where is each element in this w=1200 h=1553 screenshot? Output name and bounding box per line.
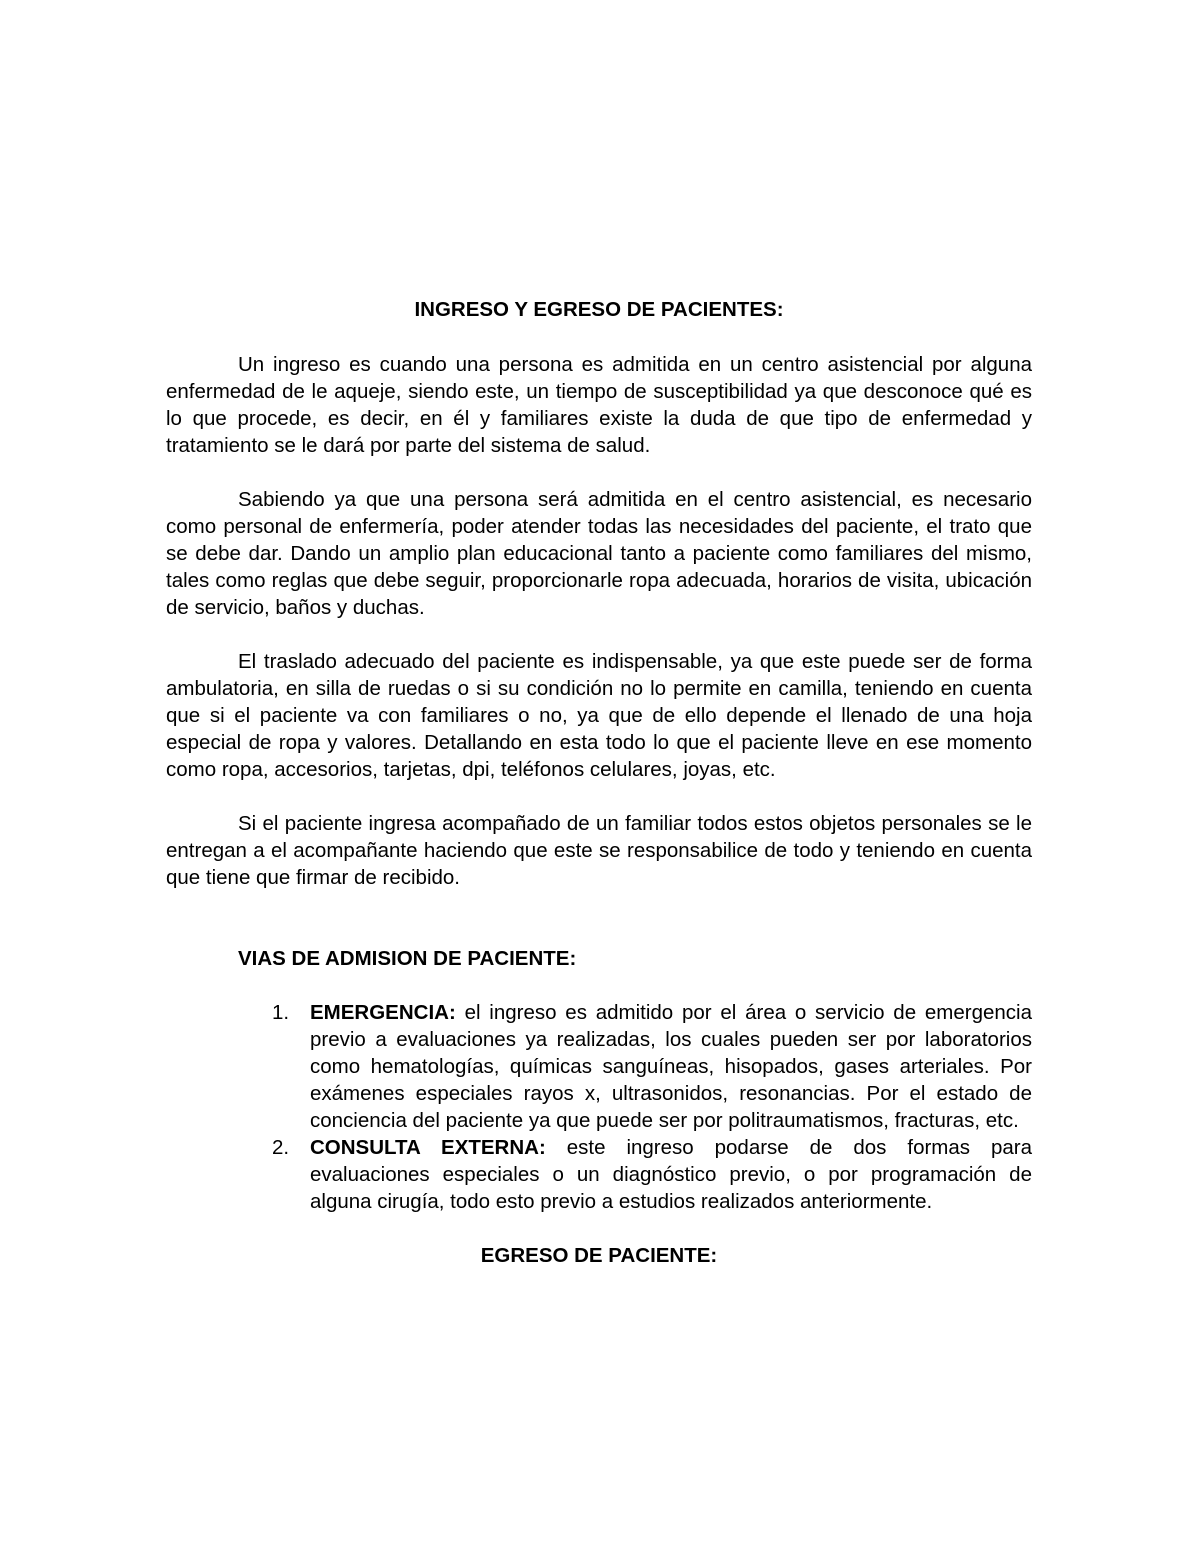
admission-list [166,999,1032,1215]
paragraph-patient-transfer: El traslado adecuado del paciente es indispensable, ya que este puede ser de forma ambulatoria, en silla de ruedas o si su condición no lo permite en camilla, teniendo en cuenta que si el paciente va con familiares o no, ya que de ello depende el llenado de una hoja especial de ropa y valores. Detallando en esta todo lo que el paciente lleve en ese momento como ropa, accesorios, tarjetas, dpi, teléfonos celulares, joyas, etc. [166,650,1032,781]
paragraph-nursing-needs: Sabiendo ya que una persona será admitida en el centro asistencial, es necesario como personal de enfermería, poder atender todas las necesidades del paciente, el trato que se debe dar. Dando un amplio plan educacional tanto a paciente como familiares del mismo, tales como reglas que debe seguir, proporcionarle ropa adecuada, horarios de visita, ubicación de servicio, baños y duchas. [166,488,1032,619]
list-item-text: este ingreso podarse de dos formas para evaluaciones especiales o un diagnóstico previo, o por programación de alguna cirugía, todo esto previo a estudios realizados anteriormente. [310,1136,1032,1213]
list-item-heading: EMERGENCIA: [310,1001,456,1024]
document-page [166,296,1032,1269]
egress-section-title: EGRESO DE PACIENTE: [480,1244,718,1267]
list-item-emergencia [272,999,1032,1134]
admission-section-title: VIAS DE ADMISION DE PACIENTE: [238,947,577,970]
list-item-heading: CONSULTA EXTERNA: [310,1136,546,1159]
document-title: INGRESO Y EGRESO DE PACIENTES: [414,298,784,321]
paragraph-personal-belongings: Si el paciente ingresa acompañado de un familiar todos estos objetos personales se le entregan a el acompañante haciendo que este se responsabilice de todo y teniendo en cuenta que tiene que firmar de recibido. [166,812,1032,889]
paragraph-ingreso-definition: Un ingreso es cuando una persona es admitida en un centro asistencial por alguna enfermedad de le aqueje, siendo este, un tiempo de susceptibilidad ya que desconoce qué es lo que procede, es decir, en él y familiares existe la duda de que tipo de enfermedad y tratamiento se le dará por parte del sistema de salud. [166,353,1032,457]
list-item-text: el ingreso es admitido por el área o servicio de emergencia previo a evaluaciones ya realizadas, los cuales pueden ser por laboratorios como hematologías, químicas sanguíneas, hisopados, gases arteriales. Por exámenes especiales rayos x, ultrasonidos, resonancias. Por el estado de conciencia del paciente ya que puede ser por politraumatismos, fracturas, etc. [310,1001,1032,1132]
list-item-number: 2. [272,1136,290,1159]
list-item-consulta-externa [272,1134,1032,1215]
list-item-number: 1. [272,1001,290,1024]
